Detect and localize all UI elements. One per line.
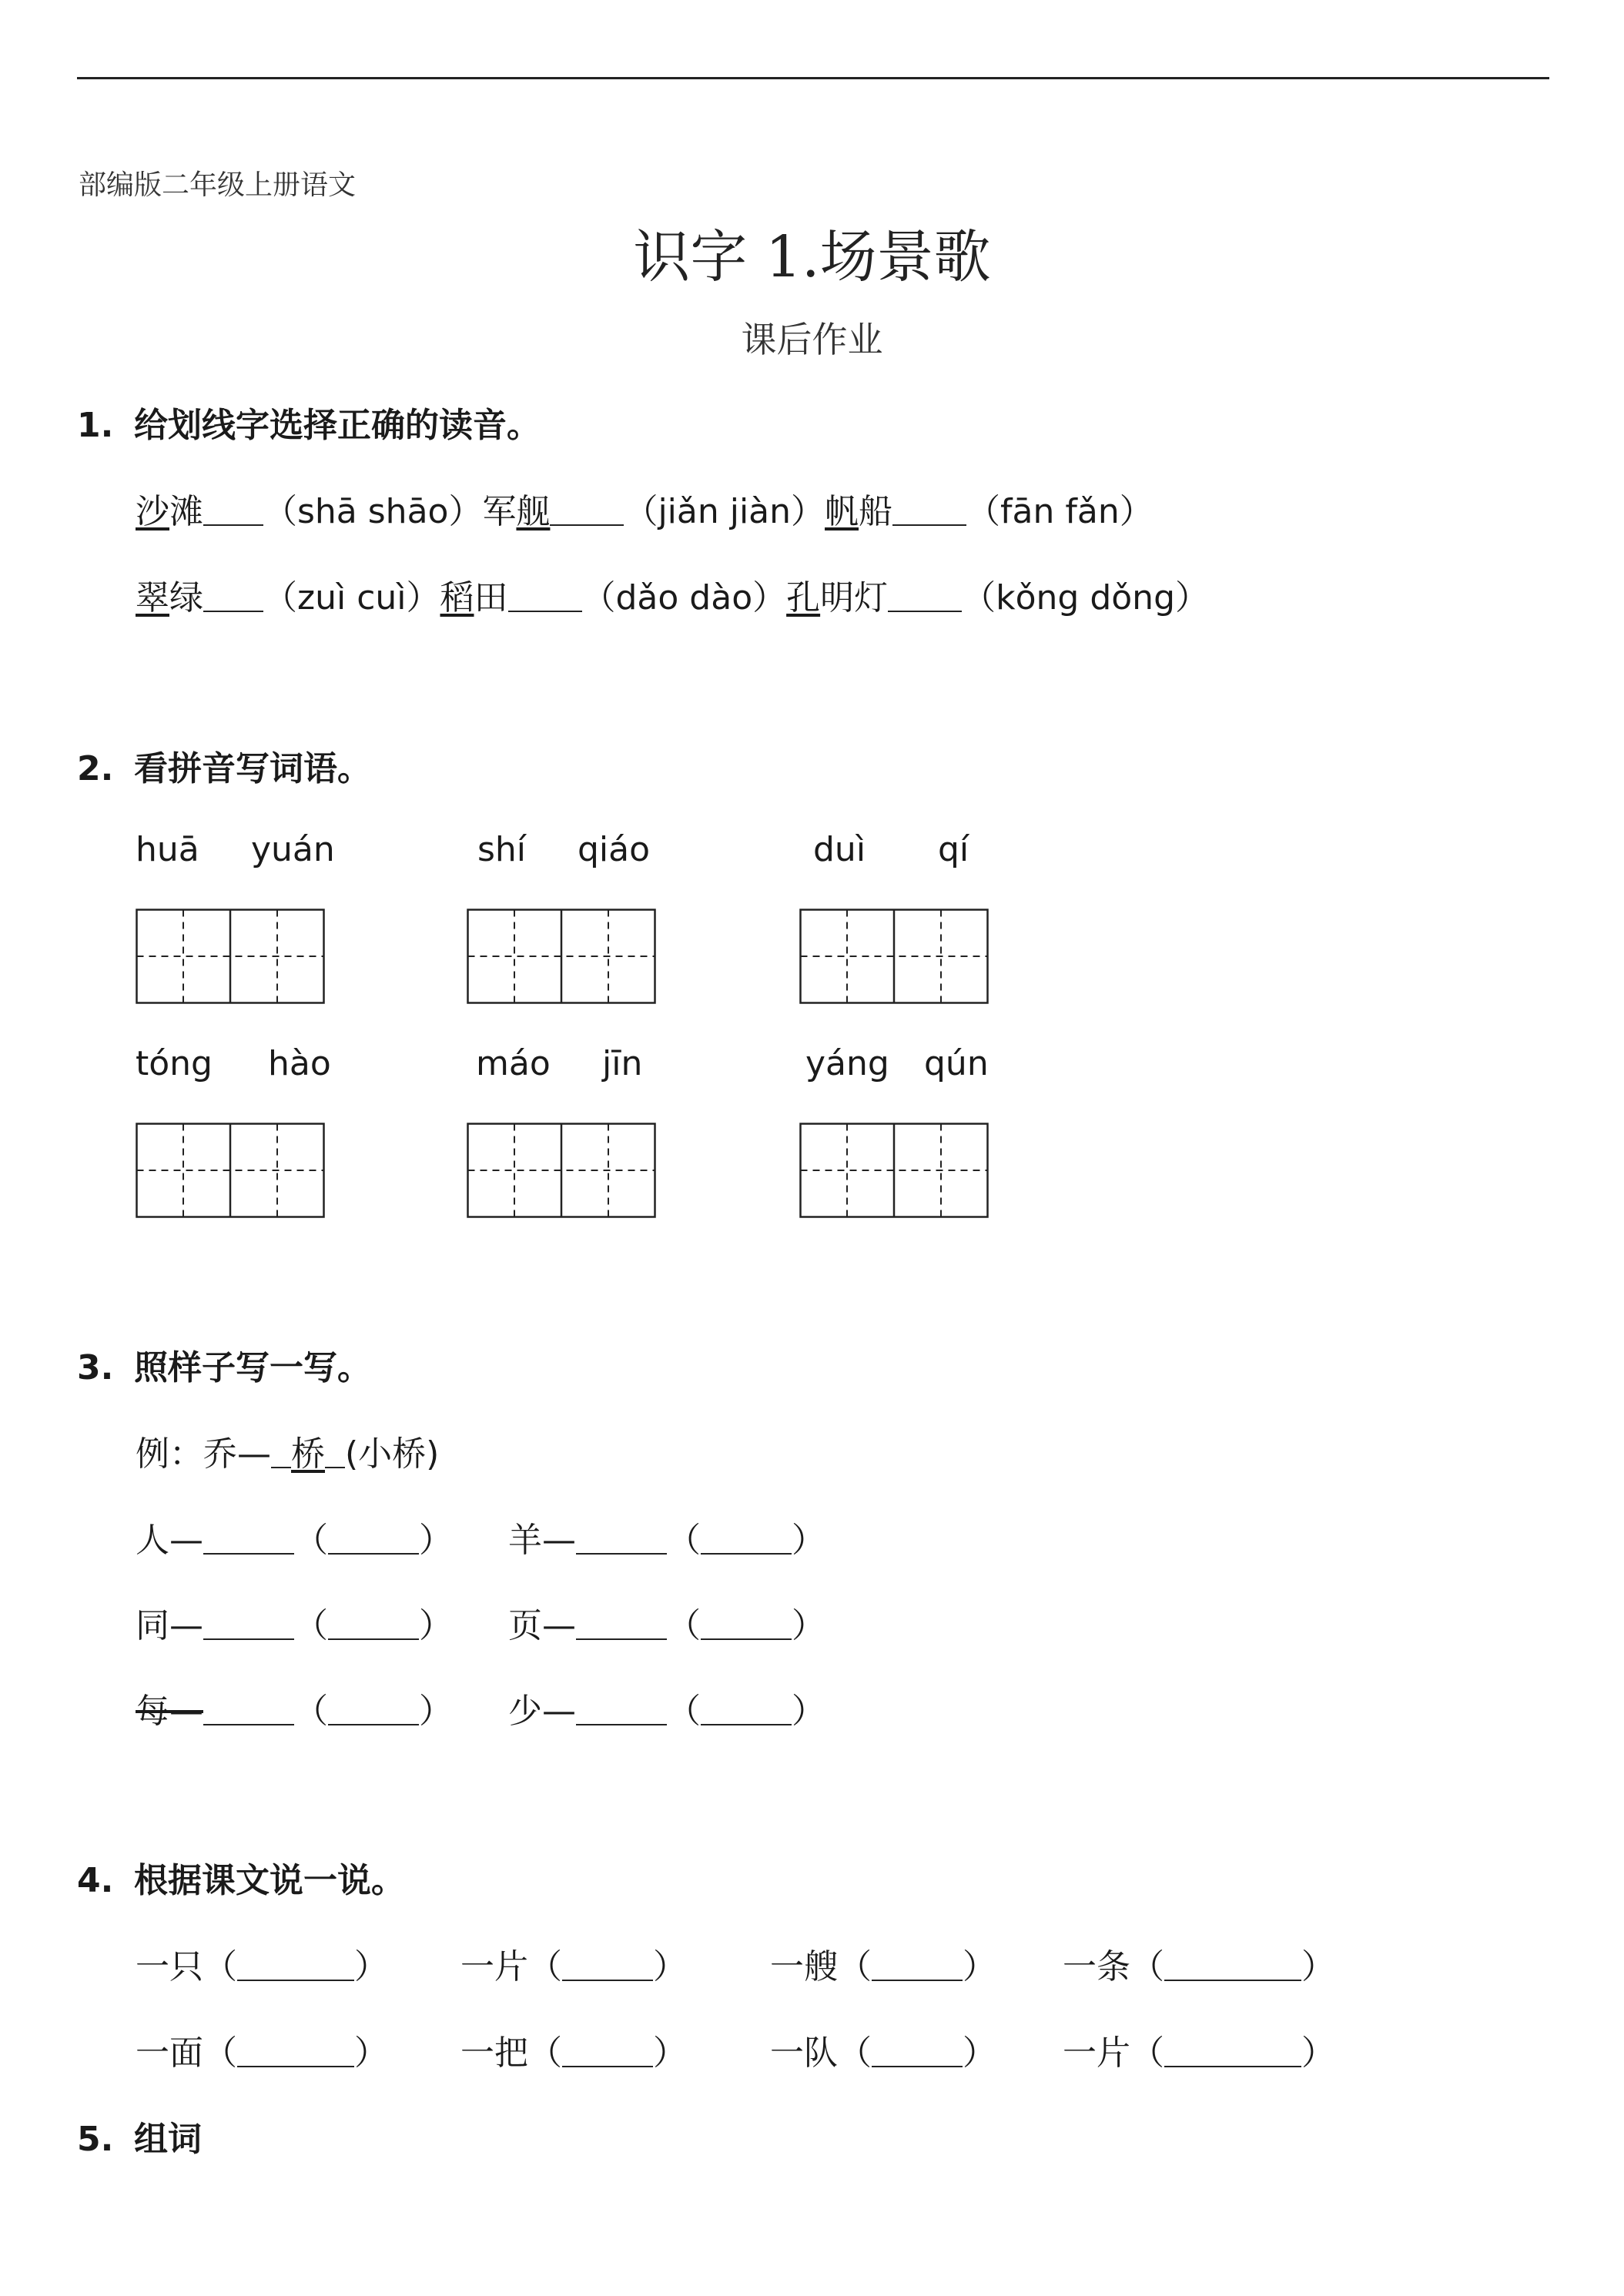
q3-heading [77, 1340, 371, 1389]
pinyin-syllable: máo [476, 1044, 551, 1083]
q3-row-1 [136, 1512, 453, 1561]
q3-char: 同— [136, 1606, 203, 1645]
writing-grid[interactable] [799, 1123, 989, 1218]
measure-word-item [1063, 2025, 1335, 2074]
writing-grid[interactable] [136, 1123, 325, 1218]
answer-blank[interactable] [328, 1606, 419, 1640]
q1-word-rest: 绿 [169, 578, 203, 618]
paren-close: ） [354, 1947, 388, 1986]
answer-blank[interactable] [872, 2033, 963, 2067]
q1-word-rest: 军 [482, 492, 517, 531]
q1-heading [77, 397, 541, 447]
q5-title: 组词 [134, 2120, 202, 2159]
q1-word-underlined: 孔 [786, 578, 821, 618]
pinyin-options: （shā shāo） [263, 492, 483, 531]
q1-title: 给划线字选择正确的读音。 [134, 406, 541, 445]
measure-word-item [460, 1939, 687, 1988]
measure-word-item [770, 1939, 996, 1988]
subject-label: 部编版二年级上册语文 [79, 169, 357, 201]
q1-word-underlined: 沙 [136, 492, 169, 531]
q1-word-rest: 船 [859, 492, 893, 531]
q1-word-rest: 明灯 [820, 578, 889, 618]
measure-word: 一队（ [770, 2033, 872, 2073]
example-lead: 例：乔— [136, 1434, 271, 1474]
paren-close: ） [653, 2033, 687, 2073]
q5-number: 5. [77, 2120, 114, 2159]
q4-heading [77, 1853, 405, 1902]
pinyin-syllable: qí [938, 830, 969, 869]
q3-char: 少— [508, 1692, 576, 1731]
q3-example [136, 1426, 439, 1475]
q3-title: 照样子写一写。 [134, 1348, 371, 1387]
answer-blank[interactable] [203, 1521, 294, 1555]
answer-blank[interactable] [562, 2033, 653, 2067]
answer-blank[interactable] [888, 578, 962, 612]
paren-close: ） [1301, 2033, 1335, 2073]
answer-blank[interactable] [892, 492, 966, 526]
answer-blank[interactable] [576, 1606, 667, 1640]
q3-char: 羊— [508, 1521, 576, 1560]
pinyin-syllable: yáng [805, 1044, 889, 1083]
q3-number: 3. [77, 1348, 114, 1387]
answer-blank[interactable] [328, 1692, 419, 1725]
paren-close: ） [792, 1521, 825, 1560]
measure-word-item [136, 1939, 388, 1988]
pinyin-syllable: jīn [602, 1044, 643, 1083]
paren-close: ） [1301, 1947, 1335, 1986]
pinyin-syllable: yuán [251, 830, 335, 869]
q2-number: 2. [77, 749, 114, 788]
answer-blank[interactable] [1164, 1947, 1301, 1981]
pinyin-options: （dǎo dào） [581, 578, 787, 618]
writing-grid[interactable] [799, 909, 989, 1004]
pinyin-syllable: duì [813, 830, 866, 869]
paren-open: （ [294, 1692, 328, 1731]
answer-blank[interactable] [562, 1947, 653, 1981]
q4-number: 4. [77, 1861, 114, 1900]
q3-char: 人— [136, 1521, 203, 1560]
answer-blank[interactable] [203, 1606, 294, 1640]
answer-blank[interactable] [237, 2033, 354, 2067]
measure-word-item [460, 2025, 687, 2074]
q3-row-3 [136, 1683, 453, 1732]
answer-blank[interactable] [701, 1692, 792, 1725]
pinyin-syllable: hào [268, 1044, 331, 1083]
example-blank [271, 1434, 291, 1468]
q1-word-rest: 田 [474, 578, 508, 618]
example-blank [325, 1434, 345, 1468]
paren-close: ） [792, 1692, 825, 1731]
answer-blank[interactable] [550, 492, 624, 526]
q3-char: 每— [136, 1692, 203, 1731]
measure-word: 一面（ [136, 2033, 237, 2073]
pinyin-options: （jiǎn jiàn） [624, 492, 825, 531]
q1-word-underlined: 稻 [440, 578, 474, 618]
answer-blank[interactable] [203, 578, 263, 612]
answer-blank[interactable] [1164, 2033, 1301, 2067]
paren-close: ） [419, 1521, 453, 1560]
measure-word: 一艘（ [770, 1947, 872, 1986]
measure-word: 一片（ [1063, 2033, 1164, 2073]
q1-row-2 [136, 570, 1209, 619]
answer-blank[interactable] [701, 1606, 792, 1640]
measure-word-item [136, 2025, 388, 2074]
q1-word-underlined: 帆 [825, 492, 859, 531]
paren-close: ） [419, 1606, 453, 1645]
measure-word: 一只（ [136, 1947, 237, 1986]
pinyin-options: （zuì cuì） [263, 578, 440, 618]
q5-heading [77, 2111, 202, 2160]
top-rule [77, 77, 1549, 79]
answer-blank[interactable] [203, 492, 263, 526]
q1-word-underlined: 翠 [136, 578, 169, 618]
measure-word: 一把（ [460, 2033, 562, 2073]
paren-close: ） [354, 2033, 388, 2073]
paren-open: （ [667, 1606, 701, 1645]
writing-grid[interactable] [467, 1123, 656, 1218]
q2-heading [77, 741, 371, 790]
q1-row-1 [136, 484, 1154, 533]
answer-blank[interactable] [237, 1947, 354, 1981]
measure-word: 一条（ [1063, 1947, 1164, 1986]
answer-blank[interactable] [576, 1521, 667, 1555]
example-tail: (小桥) [345, 1434, 440, 1474]
q1-word-rest: 滩 [169, 492, 203, 531]
paren-close: ） [963, 1947, 996, 1986]
q3-row-2 [136, 1598, 453, 1647]
pinyin-options: （fān fǎn） [966, 492, 1154, 531]
q1-number: 1. [77, 406, 114, 445]
q3-char: 页— [508, 1606, 576, 1645]
answer-blank[interactable] [576, 1692, 667, 1725]
paren-open: （ [294, 1606, 328, 1645]
answer-blank[interactable] [328, 1521, 419, 1555]
pinyin-syllable: huā [136, 830, 199, 869]
pinyin-syllable: shí [477, 830, 527, 869]
paren-close: ） [963, 2033, 996, 2073]
paren-open: （ [667, 1692, 701, 1731]
measure-word-item [1063, 1939, 1335, 1988]
q1-word-underlined: 舰 [516, 492, 551, 531]
page-title: 识字 1.场景歌 [633, 224, 991, 290]
q4-title: 根据课文说一说。 [134, 1861, 405, 1900]
answer-blank[interactable] [701, 1521, 792, 1555]
pinyin-syllable: qiáo [578, 830, 651, 869]
q3-row-1b [508, 1512, 825, 1561]
answer-blank[interactable] [203, 1692, 294, 1725]
q3-row-3b [508, 1683, 825, 1732]
answer-blank[interactable] [508, 578, 582, 612]
paren-open: （ [667, 1521, 701, 1560]
example-answer: 桥 [291, 1434, 325, 1474]
pinyin-options: （kǒng dǒng） [962, 578, 1209, 618]
paren-close: ） [653, 1947, 687, 1986]
pinyin-syllable: tóng [136, 1044, 213, 1083]
page-subtitle: 课后作业 [741, 319, 883, 360]
answer-blank[interactable] [872, 1947, 963, 1981]
q2-title: 看拼音写词语。 [134, 749, 371, 788]
pinyin-syllable: qún [924, 1044, 989, 1083]
writing-grid[interactable] [467, 909, 656, 1004]
paren-close: ） [419, 1692, 453, 1731]
paren-close: ） [792, 1606, 825, 1645]
q3-row-2b [508, 1598, 825, 1647]
paren-open: （ [294, 1521, 328, 1560]
writing-grid[interactable] [136, 909, 325, 1004]
measure-word: 一片（ [460, 1947, 562, 1986]
measure-word-item [770, 2025, 996, 2074]
